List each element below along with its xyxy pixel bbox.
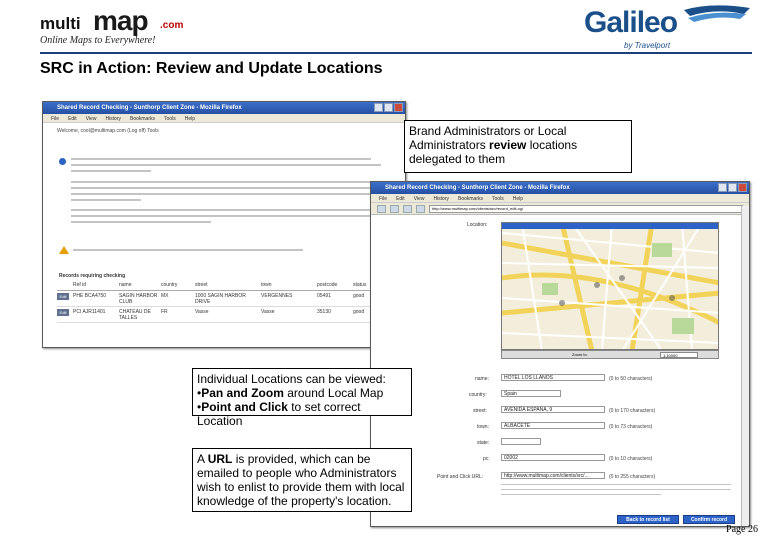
- pc-input[interactable]: 02002: [501, 454, 605, 461]
- table-header: [57, 282, 406, 291]
- maximize-icon[interactable]: [728, 183, 737, 192]
- menu-bookmarks[interactable]: Bookmarks: [130, 116, 156, 122]
- menu-bar: [371, 194, 749, 203]
- minimize-icon[interactable]: [718, 183, 727, 192]
- field-label-country: country:: [469, 392, 487, 398]
- tagline: Online Maps to Everywhere!: [40, 35, 156, 46]
- col-ref-id: Ref id: [73, 282, 87, 288]
- menu-bookmarks[interactable]: Bookmarks: [458, 196, 484, 202]
- url-callout-text: A: [197, 452, 208, 466]
- town-input[interactable]: ALBACETE: [501, 422, 605, 429]
- back-to-list-button[interactable]: Back to record list: [617, 515, 679, 524]
- edit-button[interactable]: Edit: [57, 293, 69, 300]
- review-callout-bold: review: [489, 138, 527, 152]
- logo-com: .com: [160, 20, 184, 31]
- warning-icon: [59, 246, 69, 254]
- cell-street: Vasse: [195, 309, 209, 315]
- nav-toolbar: [371, 203, 749, 215]
- cell-status: good: [353, 309, 365, 315]
- col-status: status: [353, 282, 367, 288]
- url-callout: [192, 448, 412, 512]
- records-heading: Records requiring checking: [59, 273, 126, 279]
- header-rule: [40, 52, 752, 54]
- reload-icon[interactable]: [403, 205, 412, 213]
- pc-hint: (0 to 10 characters): [609, 456, 653, 462]
- record-edit-window: [370, 181, 750, 527]
- location-label: Location:: [467, 222, 488, 228]
- cell-country: MX: [161, 293, 169, 299]
- col-town: town: [261, 282, 272, 288]
- window-titlebar: [43, 102, 405, 114]
- slide-title: SRC in Action: Review and Update Locations: [40, 60, 383, 77]
- review-callout-text: Brand Administrators or Local Administrators: [409, 124, 567, 152]
- cell-name: SAGIN HARBOR CLUB: [119, 293, 158, 305]
- name-hint: (0 to 50 characters): [609, 376, 653, 382]
- url-hint: (0 to 255 characters): [609, 474, 656, 480]
- review-callout: [404, 120, 632, 173]
- home-icon[interactable]: [416, 205, 425, 213]
- menu-file[interactable]: File: [51, 116, 60, 122]
- close-icon[interactable]: [738, 183, 747, 192]
- menu-edit[interactable]: Edit: [396, 196, 405, 202]
- street-input[interactable]: AVENIDA ESPANA, 9: [501, 406, 605, 413]
- menu-tools[interactable]: Tools: [492, 196, 504, 202]
- menu-bar: [43, 114, 405, 123]
- cell-country: FR: [161, 309, 168, 315]
- cell-postcode: 05491: [317, 293, 331, 299]
- url-callout-bold: URL: [207, 452, 233, 466]
- bullet: •: [197, 400, 202, 414]
- zoom-select[interactable]: 1:10000: [660, 352, 698, 358]
- window-title: Shared Record Checking - Sunthorp Client Zone - Mozilla Firefox: [57, 105, 242, 111]
- field-label-town: town:: [477, 424, 489, 430]
- back-icon[interactable]: [377, 205, 386, 213]
- maximize-icon[interactable]: [384, 103, 393, 112]
- col-postcode: postcode: [317, 282, 338, 288]
- cell-street: 1000 SAGIN HARBOR DRIVE: [195, 293, 246, 305]
- records-table: [57, 282, 406, 323]
- window-titlebar: [371, 182, 749, 194]
- view-callout: [192, 368, 412, 428]
- window-title: Shared Record Checking - Sunthorp Client Zone - Mozilla Firefox: [385, 185, 570, 191]
- field-label-url: Point and Click URL:: [437, 474, 484, 480]
- field-label-pc: pc:: [483, 456, 490, 462]
- galileo-byline: by Travelport: [624, 41, 671, 50]
- cell-postcode: 35130: [317, 309, 331, 315]
- field-label-street: street:: [473, 408, 487, 414]
- state-input[interactable]: [501, 438, 541, 445]
- pan-zoom-text: around Local Map: [283, 386, 384, 400]
- menu-view[interactable]: View: [413, 196, 425, 202]
- scrollbar[interactable]: [741, 206, 749, 526]
- country-select[interactable]: Spain: [501, 390, 561, 397]
- table-row: [57, 291, 406, 307]
- col-name: name: [119, 282, 132, 288]
- map-streets: [502, 223, 719, 350]
- confirm-record-button[interactable]: Confirm record: [683, 515, 735, 524]
- menu-help[interactable]: Help: [184, 116, 195, 122]
- close-icon[interactable]: [394, 103, 403, 112]
- info-icon: [59, 158, 66, 165]
- menu-file[interactable]: File: [379, 196, 388, 202]
- review-callout-text-end: locations delegated to them: [409, 138, 578, 166]
- field-label-name: name:: [475, 376, 489, 382]
- point-click-bold: Point and Click: [201, 400, 288, 414]
- galileo-swoosh-icon: [682, 4, 752, 30]
- records-list-window: [42, 101, 406, 348]
- point-click-url-input[interactable]: http://www.multimap.com/clients/src/...: [501, 472, 605, 479]
- logged-in-text: Welcome, cool@multimap.com (Log off) Tools: [57, 128, 159, 134]
- pan-zoom-bullet: [197, 386, 407, 400]
- table-row: [57, 307, 406, 323]
- galileo-logo: [584, 4, 754, 50]
- map-controls: [501, 350, 719, 359]
- cell-ref-id: PHE BCA4750: [73, 293, 107, 299]
- url-callout-text-end: is provided, which can be emailed to people who Administrators wish to enlist to provide them with local knowledge of the property's location.: [197, 452, 405, 508]
- minimize-icon[interactable]: [374, 103, 383, 112]
- cell-town: Vasse: [261, 309, 275, 315]
- page-number: Page 26: [726, 524, 758, 535]
- col-country: country: [161, 282, 178, 288]
- forward-icon[interactable]: [390, 205, 399, 213]
- menu-history[interactable]: History: [433, 196, 449, 202]
- menu-view[interactable]: View: [85, 116, 97, 122]
- point-click-bullet: [197, 400, 407, 428]
- edit-button[interactable]: Edit: [57, 309, 69, 316]
- town-hint: (0 to 73 characters): [609, 424, 653, 430]
- street-hint: (0 to 170 characters): [609, 408, 656, 414]
- menu-history[interactable]: History: [105, 116, 121, 122]
- logo-multi: multi: [40, 14, 81, 33]
- street-map[interactable]: [501, 222, 719, 350]
- field-label-state: state:: [477, 440, 490, 446]
- bullet: •: [197, 386, 202, 400]
- address-bar[interactable]: http://www.multimap.com/clients/src/record_edit.cgi: [429, 205, 743, 213]
- name-input[interactable]: HOTEL LOS LLANOS: [501, 374, 605, 381]
- cell-status: good: [353, 293, 365, 299]
- cell-name: CHATEAU DE TALLES: [119, 309, 151, 321]
- zoom-label: Zoom to: [572, 352, 587, 357]
- galileo-wordmark: Galileo: [584, 6, 678, 39]
- pan-zoom-bold: Pan and Zoom: [201, 386, 284, 400]
- cell-ref-id: PCI AJR11401: [73, 309, 106, 315]
- logo-map: map: [93, 5, 148, 36]
- cell-town: VERGENNES: [261, 293, 293, 299]
- col-street: street: [195, 282, 208, 288]
- menu-edit[interactable]: Edit: [68, 116, 77, 122]
- point-click-text: to set correct Location: [197, 400, 361, 428]
- menu-help[interactable]: Help: [512, 196, 523, 202]
- view-callout-intro: Individual Locations can be viewed:: [197, 372, 386, 386]
- menu-tools[interactable]: Tools: [164, 116, 176, 122]
